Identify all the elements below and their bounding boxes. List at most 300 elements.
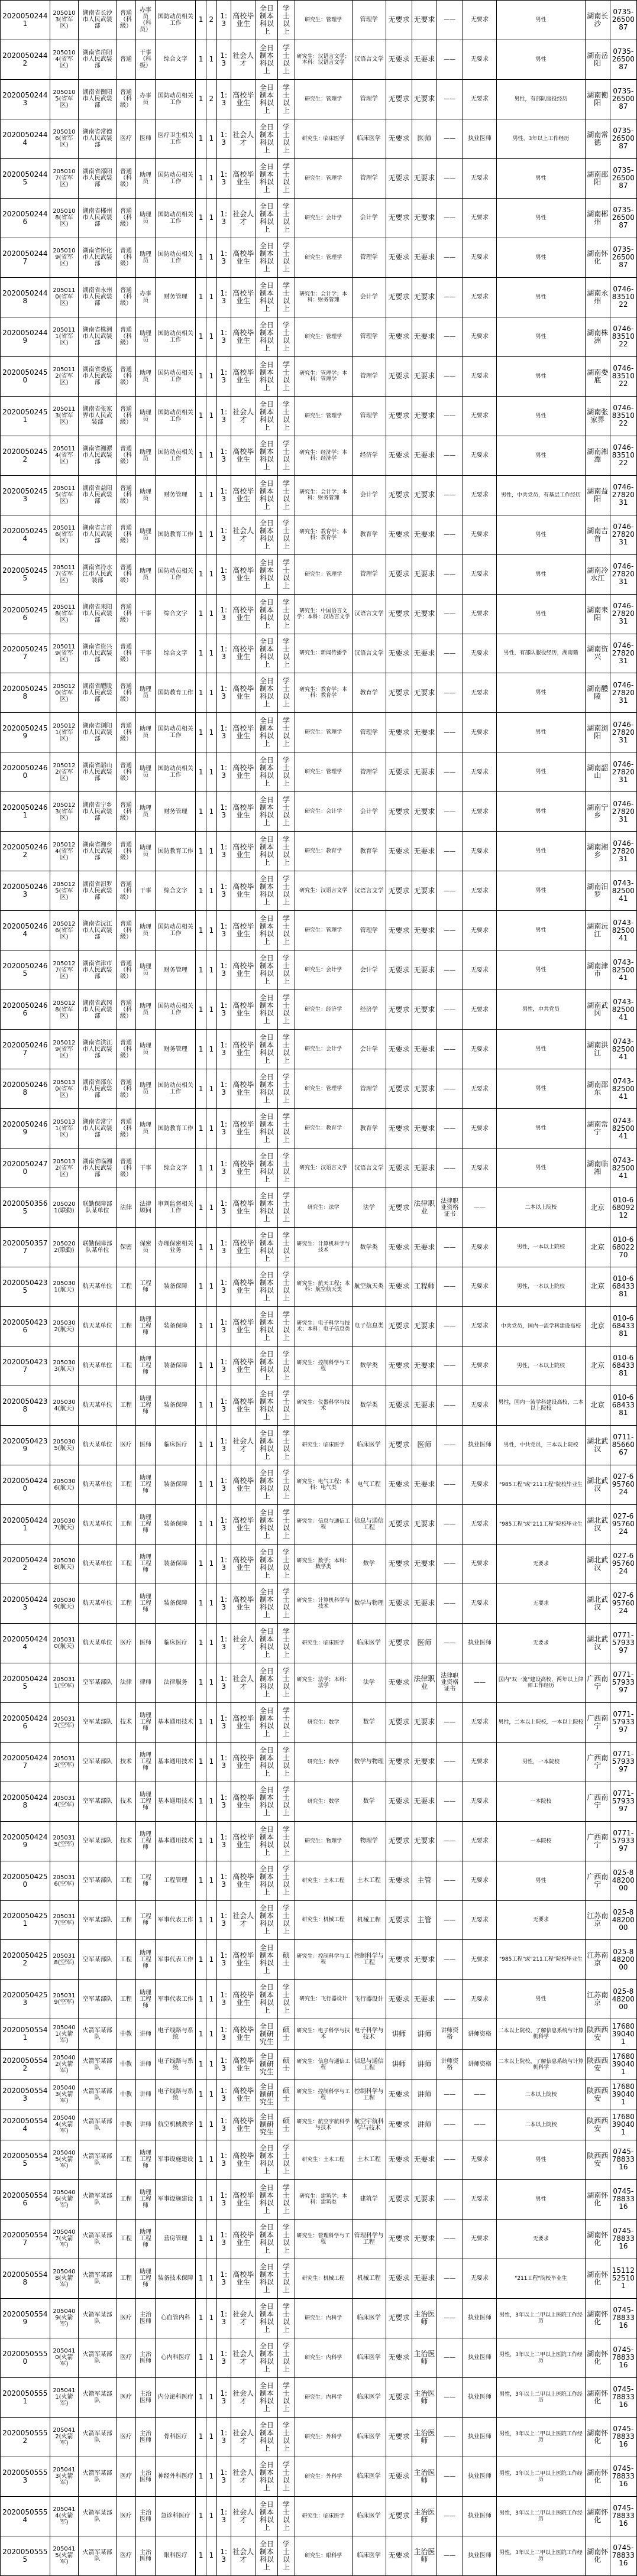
cell-recruit-count: 1 [206, 2298, 216, 2338]
cell-education: 全日制本科以上 [256, 2457, 277, 2496]
cell-position-code: 20200502450 [1, 356, 50, 396]
cell-interview-ratio: 1:3 [216, 713, 231, 752]
cell-major-requirement: 研究生：电子科学与技术；本科：电子信息类 [295, 1306, 352, 1346]
cell-recruit-count: 2 [206, 79, 216, 119]
cell-major-requirement: 研究生：管理学 [295, 238, 352, 277]
cell-work-location: 陕西西安 [585, 2110, 610, 2140]
cell-professional-title: 无要求 [412, 1544, 436, 1584]
table-row [1, 752, 637, 792]
cell-degree: 学士以上 [278, 1149, 295, 1188]
cell-interview-ratio: 1:3 [216, 356, 231, 396]
cell-major-requirement: 研究生：教育学；本科：教育学 [295, 515, 352, 554]
cell-position-title: 助理员 [136, 713, 156, 752]
cell-degree: 学士以上 [278, 1702, 295, 1742]
cell-title-requirement: 无要求 [386, 1504, 412, 1544]
table-row [1, 673, 637, 713]
cell-certificate: 无要求 [463, 792, 496, 832]
cell-degree: 学士以上 [278, 1544, 295, 1584]
cell-contact-phone: 0746-8351022 [610, 436, 636, 475]
cell-job-duties: 临床医疗 [156, 1425, 196, 1465]
cell-position-code: 20200502464 [1, 911, 50, 950]
cell-major-requirement: 研究生：会计学；本科：财务管理 [295, 277, 352, 317]
cell-degree: 学士以上 [278, 1030, 295, 1069]
cell-unit-code: 2050305(航天) [50, 1425, 78, 1465]
cell-work-location: 北京 [585, 1306, 610, 1346]
cell-position-title: 保密员 [136, 1228, 156, 1267]
cell-interview-ratio: 1:3 [216, 990, 231, 1030]
cell-title-requirement: 无要求 [386, 1465, 412, 1504]
cell-degree: 硕士 [278, 2079, 295, 2110]
cell-position-level: 1 [196, 1109, 206, 1149]
cell-contact-phone: 010-66802270 [610, 1228, 636, 1267]
cell-degree: 学士以上 [278, 2259, 295, 2298]
cell-unit-code: 2050406(火箭军) [50, 2179, 78, 2219]
cell-unit-code: 2050118(省军区) [50, 594, 78, 634]
cell-work-location: 湖南怀化 [585, 2179, 610, 2219]
cell-position-title: 讲师 [136, 2049, 156, 2079]
cell-major-requirement: 研究生：新闻传播学 [295, 634, 352, 673]
cell-education: 全日制本科以上 [256, 1267, 277, 1307]
cell-interview-ratio: 1:3 [216, 1623, 231, 1663]
cell-interview-ratio: 1:3 [216, 1782, 231, 1821]
cell-degree: 学士以上 [278, 832, 295, 871]
cell-title-requirement: 无要求 [386, 1228, 412, 1267]
cell-recruiting-unit: 湖南省常德市人民武装部 [79, 119, 117, 158]
cell-recruiting-unit: 湖南省岳阳市人民武装部 [79, 40, 117, 79]
cell-degree: 学士以上 [278, 1782, 295, 1821]
cell-position-category: 普通（科级） [117, 356, 136, 396]
cell-professional-title: 无要求 [412, 1, 436, 40]
cell-source: 高校毕业生 [231, 1782, 256, 1821]
cell-recruiting-unit: 湖南省冷水江市人民武装部 [79, 554, 117, 594]
cell-contact-phone: 0746-2782031 [610, 832, 636, 871]
cell-recruiting-unit: 火箭军某部队 [79, 2457, 117, 2496]
cell-position-title: 助理工程师 [136, 1702, 156, 1742]
cell-work-location: 湖南冷水江 [585, 554, 610, 594]
cell-education: 全日制本科以上 [256, 2417, 277, 2457]
cell-position-level: 1 [196, 1663, 206, 1702]
cell-major-category: 临床医学 [352, 2496, 386, 2536]
table-row [1, 2298, 637, 2338]
cell-unit-code: 2050403(火箭军) [50, 2079, 78, 2110]
cell-job-duties: 军事代表工作 [156, 1940, 196, 1980]
cell-major-category: 数学 [352, 1702, 386, 1742]
cell-position-title: 助理工程师 [136, 2140, 156, 2179]
cell-professional-title: 无要求 [412, 158, 436, 198]
cell-recruiting-unit: 湖南省韶山市人民武装部 [79, 752, 117, 792]
cell-professional-title: 医师 [412, 1425, 436, 1465]
cell-position-title: 助理员 [136, 1069, 156, 1109]
cell-source: 高校毕业生 [231, 792, 256, 832]
cell-source: 高校毕业生 [231, 634, 256, 673]
cell-job-duties: 综合文字 [156, 40, 196, 79]
cell-title-requirement: 无要求 [386, 911, 412, 950]
cell-interview-ratio: 1:3 [216, 198, 231, 238]
cell-source: 高校毕业生 [231, 1742, 256, 1782]
cell-degree: 学士以上 [278, 2377, 295, 2417]
cell-contact-phone: 0771-5793397 [610, 1702, 636, 1742]
cell-certificate: 无要求 [463, 1228, 496, 1267]
cell-position-code: 20200502470 [1, 1149, 50, 1188]
cell-unit-code: 2050310(航天) [50, 1623, 78, 1663]
cell-unit-code: 2050202(联勤) [50, 1228, 78, 1267]
cell-recruit-count: 1 [206, 1267, 216, 1307]
cell-interview-ratio: 1:3 [216, 594, 231, 634]
cell-professional-title: 无要求 [412, 594, 436, 634]
cell-other-requirements: 男性 [497, 40, 586, 79]
cell-recruit-count: 1 [206, 1346, 216, 1386]
cell-degree: 学士以上 [278, 2298, 295, 2338]
cell-source: 高校毕业生 [231, 79, 256, 119]
cell-position-level: 1 [196, 1782, 206, 1821]
cell-source: 社会人才 [231, 2417, 256, 2457]
cell-degree: 学士以上 [278, 1, 295, 40]
cell-title-requirement: 无要求 [386, 1742, 412, 1782]
cell-interview-ratio: 1:3 [216, 1228, 231, 1267]
cell-position-level: 1 [196, 634, 206, 673]
cell-qualification: —— [436, 40, 463, 79]
cell-title-requirement: 无要求 [386, 475, 412, 515]
cell-recruiting-unit: 湖南省张家界市人民武装部 [79, 396, 117, 436]
cell-interview-ratio: 1:3 [216, 79, 231, 119]
cell-recruit-count: 1 [206, 515, 216, 554]
cell-title-requirement: 无要求 [386, 277, 412, 317]
table-row [1, 554, 637, 594]
cell-work-location: 湖南宁乡 [585, 792, 610, 832]
cell-interview-ratio: 1:3 [216, 2457, 231, 2496]
cell-position-title: 助理员 [136, 1109, 156, 1149]
cell-professional-title: 无要求 [412, 554, 436, 594]
cell-position-title: 助理工程师 [136, 1980, 156, 2019]
cell-major-category: 法学 [352, 1663, 386, 1702]
cell-work-location: 广西南宁 [585, 1782, 610, 1821]
cell-professional-title: 法律职业 [412, 1663, 436, 1702]
cell-qualification: —— [436, 2457, 463, 2496]
cell-work-location: 陕西西安 [585, 2079, 610, 2110]
cell-source: 高校毕业生 [231, 1069, 256, 1109]
cell-position-code: 20200502462 [1, 832, 50, 871]
cell-position-code: 20200502444 [1, 119, 50, 158]
table-row [1, 1228, 637, 1267]
cell-education: 全日制本科以上 [256, 79, 277, 119]
cell-certificate: 无要求 [463, 832, 496, 871]
cell-major-category: 教育学 [352, 673, 386, 713]
cell-position-code: 20200505549 [1, 2298, 50, 2338]
cell-certificate: 无要求 [463, 1742, 496, 1782]
cell-major-requirement: 研究生：机械工程 [295, 1900, 352, 1940]
cell-title-requirement: 无要求 [386, 1821, 412, 1861]
cell-certificate: 无要求 [463, 752, 496, 792]
cell-job-duties: 国防教育工作 [156, 1109, 196, 1149]
cell-other-requirements: 男性 [497, 594, 586, 634]
cell-contact-phone: 0743-8250041 [610, 1069, 636, 1109]
table-row [1, 1782, 637, 1821]
cell-work-location: 广西南宁 [585, 1702, 610, 1742]
table-row [1, 238, 637, 277]
cell-recruiting-unit: 火箭军某部队 [79, 2496, 117, 2536]
cell-unit-code: 2050309(航天) [50, 1584, 78, 1623]
cell-source: 高校毕业生 [231, 1030, 256, 1069]
cell-recruiting-unit: 湖南省株洲市人民武装部 [79, 317, 117, 356]
cell-professional-title: 无要求 [412, 1584, 436, 1623]
cell-work-location: 湖南洪江 [585, 1030, 610, 1069]
cell-recruiting-unit: 火箭军某部队 [79, 2140, 117, 2179]
cell-degree: 学士以上 [278, 950, 295, 990]
cell-major-requirement: 研究生：管理学 [295, 752, 352, 792]
cell-qualification: —— [436, 2536, 463, 2575]
cell-other-requirements: 男性 [497, 277, 586, 317]
cell-position-category: 中教 [117, 2019, 136, 2049]
cell-certificate: —— [463, 2079, 496, 2110]
cell-education: 全日制本科以上 [256, 1069, 277, 1109]
cell-recruit-count: 1 [206, 2140, 216, 2179]
cell-major-category: 临床医学 [352, 2377, 386, 2417]
cell-job-duties: 眼科医疗 [156, 2536, 196, 2575]
cell-position-level: 1 [196, 2019, 206, 2049]
cell-job-duties: 装备保障 [156, 1465, 196, 1504]
cell-recruiting-unit: 火箭军某部队 [79, 2417, 117, 2457]
cell-source: 高校毕业生 [231, 990, 256, 1030]
cell-contact-phone: 0771-5793397 [610, 1782, 636, 1821]
cell-other-requirements: 无要求 [497, 1544, 586, 1584]
cell-contact-phone: 17680390401 [610, 2110, 636, 2140]
table-row [1, 436, 637, 475]
cell-major-requirement: 研究生：管理学 [295, 79, 352, 119]
cell-other-requirements: 男性，中共党员 [497, 990, 586, 1030]
cell-unit-code: 2050401(火箭军) [50, 2019, 78, 2049]
cell-contact-phone: 0743-8250041 [610, 1109, 636, 1149]
cell-position-category: 医疗 [117, 2377, 136, 2417]
cell-title-requirement: 无要求 [386, 1940, 412, 1980]
cell-job-duties: 国防动员相关工作 [156, 1, 196, 40]
cell-source: 高校毕业生 [231, 2110, 256, 2140]
cell-certificate: —— [463, 1188, 496, 1228]
cell-position-code: 20200502458 [1, 673, 50, 713]
cell-professional-title: 无要求 [412, 1228, 436, 1267]
cell-recruiting-unit: 空军某部队 [79, 1861, 117, 1900]
cell-education: 全日制本科以上 [256, 119, 277, 158]
cell-position-level: 1 [196, 1425, 206, 1465]
cell-contact-phone: 025-84820000 [610, 1900, 636, 1940]
table-row [1, 1267, 637, 1307]
cell-position-category: 普通（科级） [117, 673, 136, 713]
cell-position-category: 普通（科级） [117, 1109, 136, 1149]
cell-position-code: 20200504241 [1, 1504, 50, 1544]
cell-recruit-count: 1 [206, 158, 216, 198]
cell-qualification: —— [436, 990, 463, 1030]
cell-unit-code: 2050124(省军区) [50, 832, 78, 871]
cell-recruit-count: 1 [206, 396, 216, 436]
cell-education: 全日制本科以上 [256, 2496, 277, 2536]
cell-position-code: 20200505554 [1, 2496, 50, 2536]
cell-other-requirements: 男性，有部队服役经历，湖南籍 [497, 634, 586, 673]
cell-work-location: 湖南湘潭 [585, 436, 610, 475]
table-row [1, 911, 637, 950]
cell-contact-phone: 0746-8351022 [610, 317, 636, 356]
cell-work-location: 湖南沅江 [585, 911, 610, 950]
cell-position-category: 工程 [117, 1940, 136, 1980]
cell-degree: 学士以上 [278, 713, 295, 752]
cell-education: 全日制本科以上 [256, 911, 277, 950]
cell-education: 全日制本科以上 [256, 238, 277, 277]
table-row [1, 2179, 637, 2219]
cell-unit-code: 2050126(省军区) [50, 911, 78, 950]
cell-qualification: —— [436, 1069, 463, 1109]
cell-job-duties: 工程管理 [156, 1861, 196, 1900]
cell-education: 全日制本科以上 [256, 198, 277, 238]
cell-education: 全日制本科以上 [256, 1940, 277, 1980]
cell-other-requirements: 男性，二本以上院校，一本以上院校 [497, 1702, 586, 1742]
table-row [1, 515, 637, 554]
cell-work-location: 湖南湘乡 [585, 832, 610, 871]
cell-certificate: 无要求 [463, 1702, 496, 1742]
cell-source: 高校毕业生 [231, 594, 256, 634]
cell-title-requirement: 无要求 [386, 2377, 412, 2417]
cell-qualification: —— [436, 1544, 463, 1584]
cell-source: 高校毕业生 [231, 1504, 256, 1544]
cell-qualification: —— [436, 277, 463, 317]
cell-education: 全日制研究生 [256, 2079, 277, 2110]
cell-title-requirement: 无要求 [386, 832, 412, 871]
cell-other-requirements: 男性 [497, 198, 586, 238]
cell-qualification: —— [436, 1306, 463, 1346]
cell-recruit-count: 1 [206, 911, 216, 950]
cell-qualification: —— [436, 2110, 463, 2140]
cell-other-requirements: 无要求 [497, 1584, 586, 1623]
cell-contact-phone: 0745-7883316 [610, 2457, 636, 2496]
cell-position-level: 1 [196, 1069, 206, 1109]
cell-position-category: 医疗 [117, 2536, 136, 2575]
cell-work-location: 湖南娄底 [585, 356, 610, 396]
cell-degree: 学士以上 [278, 554, 295, 594]
cell-unit-code: 2050128(省军区) [50, 990, 78, 1030]
cell-recruit-count: 1 [206, 1663, 216, 1702]
cell-work-location: 湖南永州 [585, 277, 610, 317]
table-row [1, 2219, 637, 2259]
cell-degree: 学士以上 [278, 1861, 295, 1900]
cell-position-category: 普通（科级） [117, 515, 136, 554]
cell-work-location: 湖南汨罗 [585, 871, 610, 911]
cell-source: 高校毕业生 [231, 1702, 256, 1742]
cell-other-requirements: 男性 [497, 792, 586, 832]
cell-recruiting-unit: 联勤保障部队某单位 [79, 1228, 117, 1267]
cell-professional-title: 主治医师 [412, 2417, 436, 2457]
cell-recruiting-unit: 湖南省资兴市人民武装部 [79, 634, 117, 673]
cell-certificate: 无要求 [463, 2140, 496, 2179]
cell-recruiting-unit: 航天某单位 [79, 1306, 117, 1346]
cell-certificate: 无要求 [463, 2179, 496, 2219]
cell-professional-title: 无要求 [412, 1940, 436, 1980]
cell-contact-phone: 0743-8250041 [610, 911, 636, 950]
cell-position-code: 20200502461 [1, 792, 50, 832]
cell-job-duties: 国防教育工作 [156, 515, 196, 554]
cell-work-location: 湖南怀化 [585, 2298, 610, 2338]
cell-work-location: 湖南益阳 [585, 475, 610, 515]
cell-position-title: 医师 [136, 1623, 156, 1663]
cell-recruiting-unit: 火箭军某部队 [79, 2179, 117, 2219]
cell-position-category: 中教 [117, 2110, 136, 2140]
cell-position-title: 律师 [136, 1663, 156, 1702]
cell-position-category: 医疗 [117, 2457, 136, 2496]
cell-certificate: 无要求 [463, 990, 496, 1030]
cell-position-level: 1 [196, 832, 206, 871]
table-row [1, 832, 637, 871]
cell-professional-title: 无要求 [412, 1030, 436, 1069]
cell-position-code: 20200504251 [1, 1900, 50, 1940]
cell-certificate: 无要求 [463, 356, 496, 396]
cell-degree: 硕士 [278, 2049, 295, 2079]
cell-position-level: 1 [196, 950, 206, 990]
cell-job-duties: 国防动员相关工作 [156, 198, 196, 238]
cell-interview-ratio: 1:3 [216, 1940, 231, 1980]
cell-contact-phone: 0771-5793397 [610, 1623, 636, 1663]
cell-contact-phone: 0746-2782031 [610, 634, 636, 673]
cell-unit-code: 2050315(空军) [50, 1821, 78, 1861]
cell-contact-phone: 0735-2650087 [610, 238, 636, 277]
table-row [1, 2536, 637, 2575]
cell-recruit-count: 1 [206, 2049, 216, 2079]
cell-work-location: 湖南怀化 [585, 2536, 610, 2575]
cell-major-requirement: 研究生：会计学；本科：财务管理 [295, 475, 352, 515]
cell-unit-code: 2050108(省军区) [50, 198, 78, 238]
cell-recruiting-unit: 湖南省湘潭市人民武装部 [79, 436, 117, 475]
cell-recruiting-unit: 湖南省常宁市人民武装部 [79, 1109, 117, 1149]
cell-job-duties: 装备保障 [156, 1346, 196, 1386]
cell-position-code: 20200505545 [1, 2140, 50, 2179]
cell-major-category: 临床医学 [352, 119, 386, 158]
cell-professional-title: 无要求 [412, 2259, 436, 2298]
cell-position-code: 20200502457 [1, 634, 50, 673]
cell-unit-code: 2050407(火箭军) [50, 2219, 78, 2259]
cell-position-code: 20200505553 [1, 2457, 50, 2496]
cell-position-code: 20200502441 [1, 1, 50, 40]
cell-certificate: 执业医师 [463, 1623, 496, 1663]
cell-contact-phone: 0743-8250041 [610, 950, 636, 990]
cell-degree: 学士以上 [278, 158, 295, 198]
cell-contact-phone: 0743-8250041 [610, 871, 636, 911]
cell-certificate: 无要求 [463, 1584, 496, 1623]
cell-recruit-count: 1 [206, 1465, 216, 1504]
cell-position-title: 助理员 [136, 198, 156, 238]
cell-education: 全日制本科以上 [256, 1149, 277, 1188]
cell-major-requirement: 研究生：眼科学 [295, 2536, 352, 2575]
cell-contact-phone: 0745-7883316 [610, 2536, 636, 2575]
cell-work-location: 江苏南京 [585, 1900, 610, 1940]
cell-major-category: 数学与物理 [352, 1584, 386, 1623]
cell-interview-ratio: 1:3 [216, 40, 231, 79]
cell-title-requirement: 无要求 [386, 356, 412, 396]
table-row [1, 79, 637, 119]
cell-major-category: 管理科学与工程 [352, 2219, 386, 2259]
cell-education: 全日制研究生 [256, 2019, 277, 2049]
cell-position-title: 助理员 [136, 158, 156, 198]
cell-professional-title: 无要求 [412, 1109, 436, 1149]
cell-unit-code: 2050409(火箭军) [50, 2298, 78, 2338]
cell-other-requirements: 国内"双一流"建设高校，两年以上律师工作经历 [497, 1663, 586, 1702]
cell-education: 全日制本科以上 [256, 1742, 277, 1782]
cell-title-requirement: 无要求 [386, 119, 412, 158]
table-row [1, 1346, 637, 1386]
cell-job-duties: 办理保密相关业务 [156, 1228, 196, 1267]
cell-education: 全日制本科以上 [256, 713, 277, 752]
cell-position-title: 助理员 [136, 990, 156, 1030]
cell-position-code: 20200505541 [1, 2019, 50, 2049]
cell-recruit-count: 1 [206, 832, 216, 871]
cell-position-level: 1 [196, 2536, 206, 2575]
cell-interview-ratio: 1:3 [216, 1584, 231, 1623]
cell-major-category: 会计学 [352, 198, 386, 238]
cell-title-requirement: 无要求 [386, 1663, 412, 1702]
